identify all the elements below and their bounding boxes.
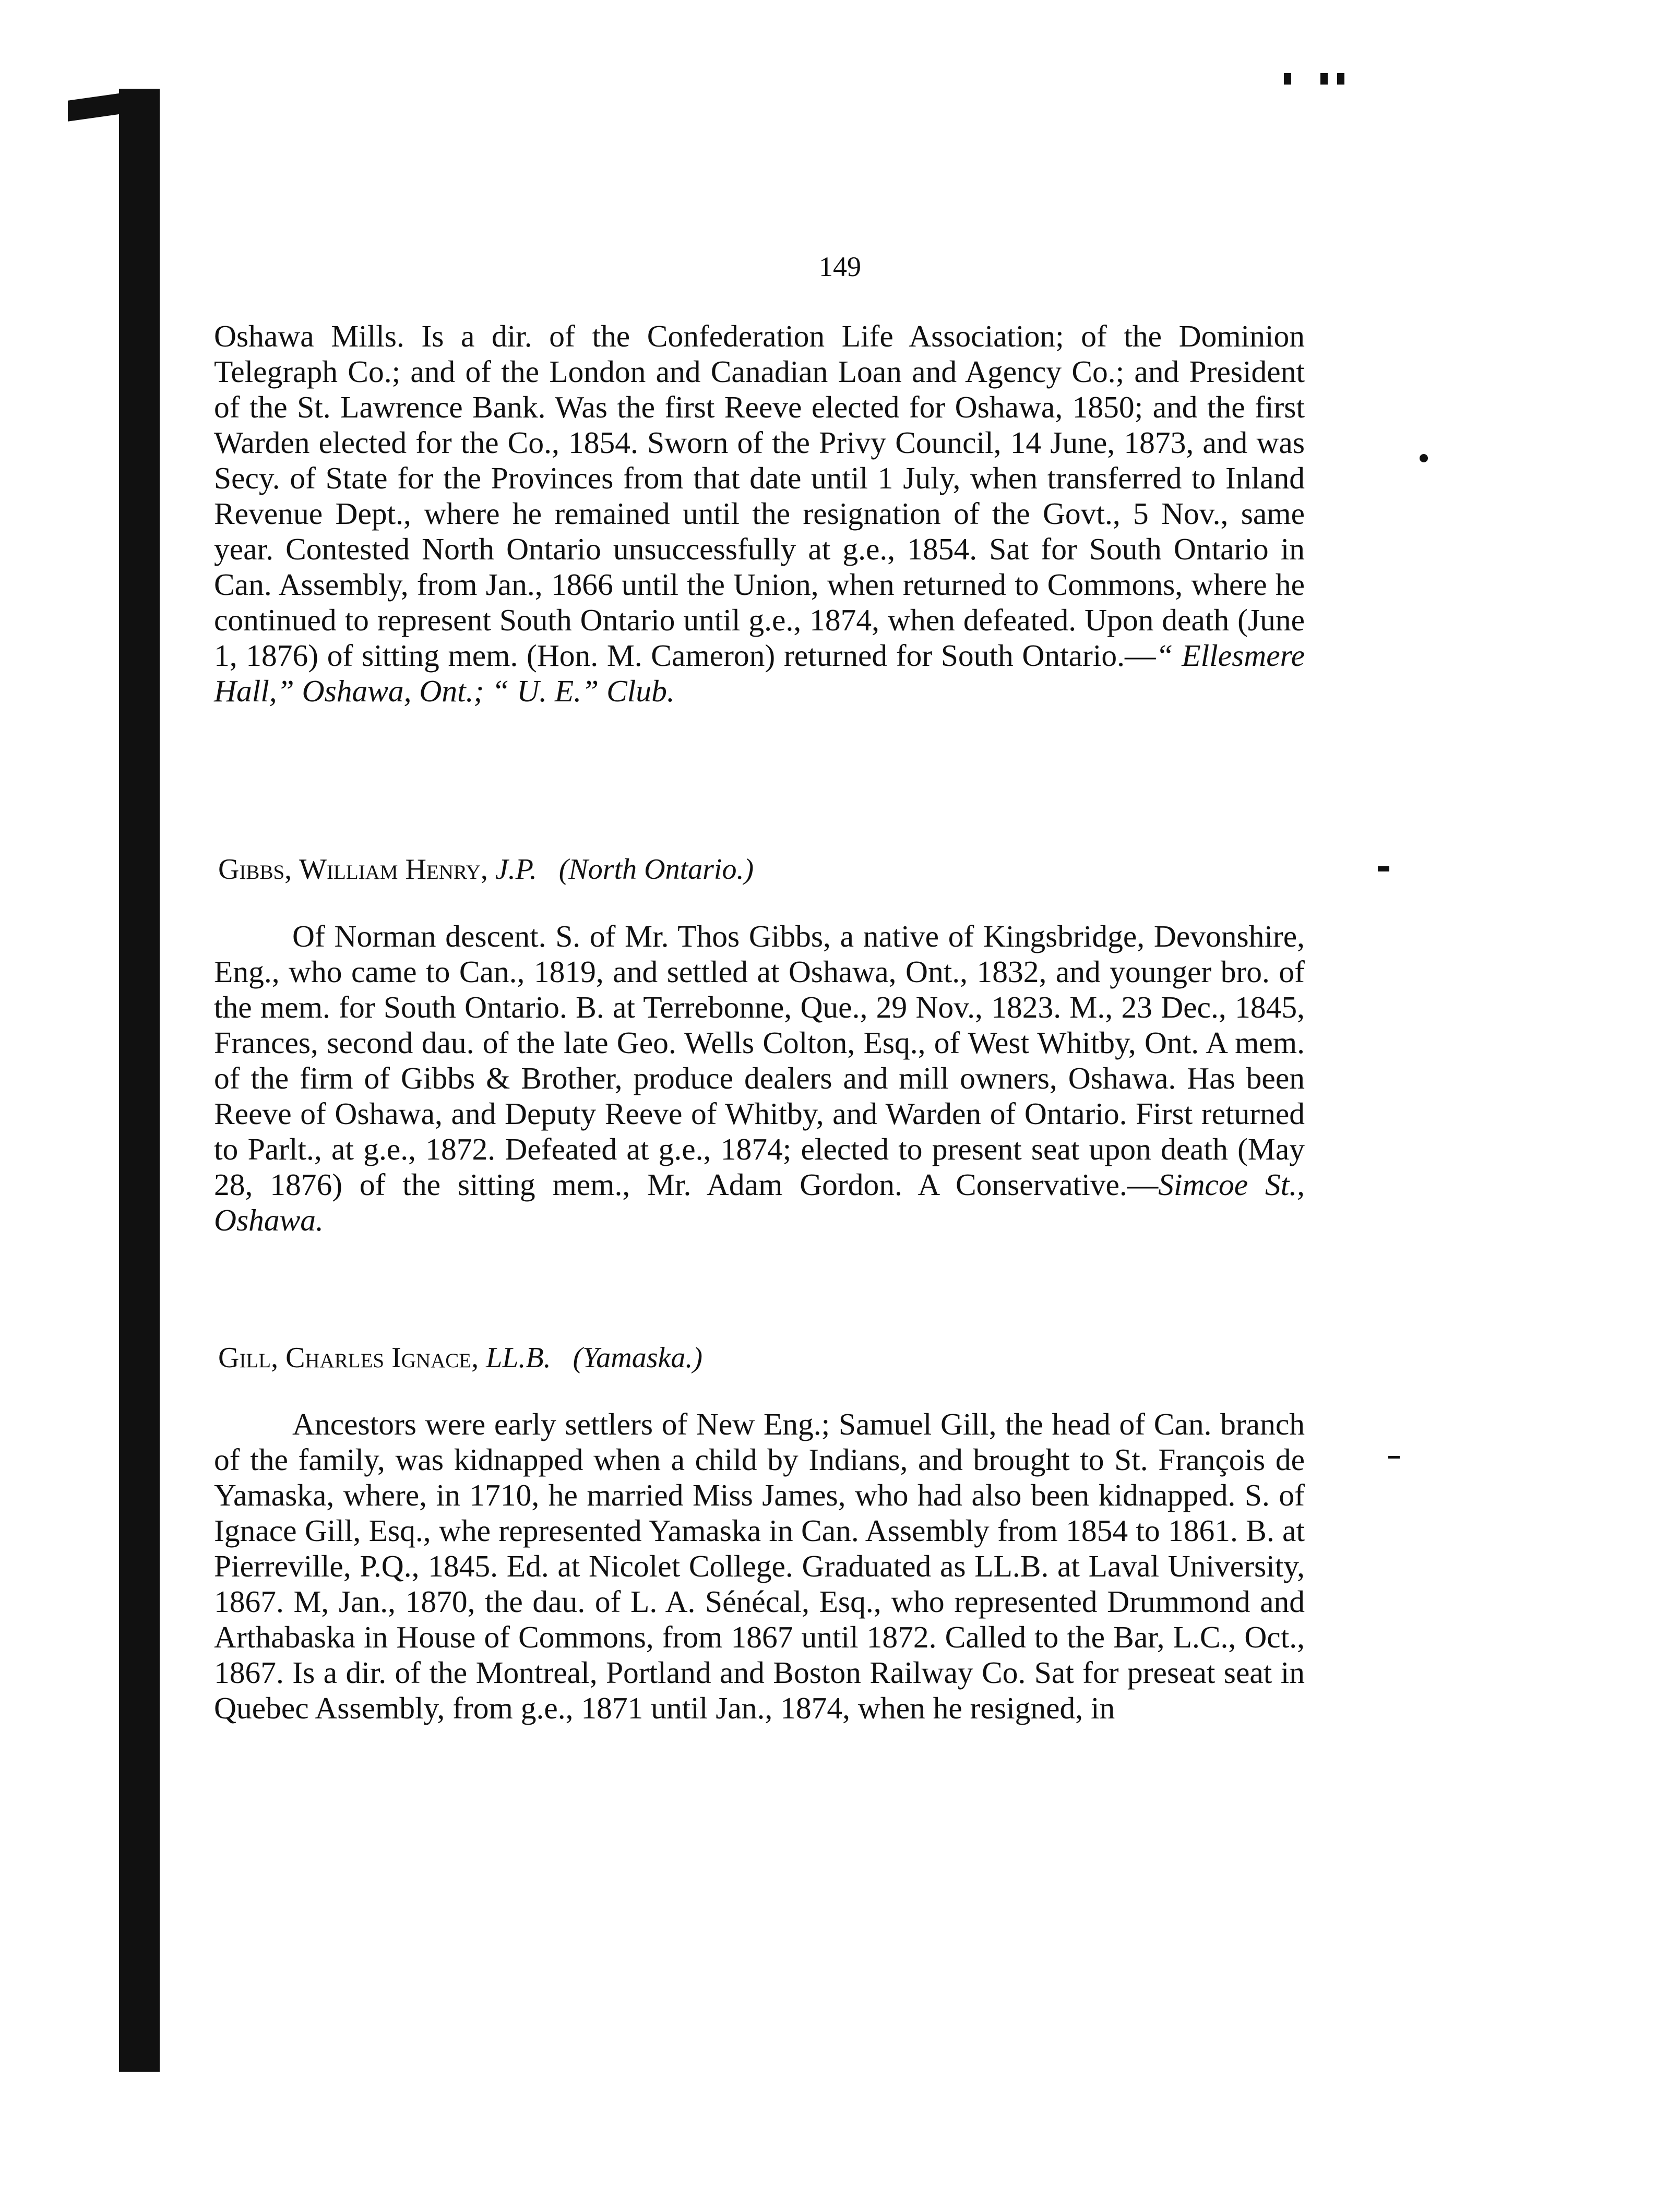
entry-surname: Gibbs, (218, 853, 292, 886)
entry-title: LL.B. (486, 1342, 551, 1374)
entry-title: J.P. (495, 853, 537, 886)
entry-body-gibbs (214, 918, 1305, 1238)
entry-given-names: Charles Ignace, (285, 1342, 479, 1374)
gutter-shadow (119, 89, 160, 2072)
entry-body-gill (214, 1406, 1305, 1726)
continuation-text: Oshawa Mills. Is a dir. of the Confederation Life Association; of the Dominion Telegraph Co.; and of the London and Canadian Loan and Agency Co.; and President of the St. Lawrence Bank. Was the first Reeve elected for Oshawa, 1850; and the first Warden elected for the Co., 1854. Sworn of the Privy Council, 14 June, 1873, and was Secy. of State for the Provinces from that date until 1 July, when transferred to Inland Revenue Dept., where he remained until the resignation of the Govt., 5 Nov., same year. Contested North Ontario unsuccessfully at g.e., 1854. Sat for South Ontario in Can. Assembly, from Jan., 1866 until the Union, when returned to Commons, where he continued to represent South Ontario until g.e., 1874, when defeated. Upon death (June 1, 1876) of sitting mem. (Hon. M. Cameron) returned for South Ontario.— (214, 319, 1305, 673)
entry-surname: Gill, (218, 1342, 279, 1374)
continuation-paragraph (214, 318, 1305, 709)
entry-heading-gill (218, 1340, 1262, 1376)
entry-heading-gibbs (218, 852, 1262, 887)
page-number: 149 (819, 251, 861, 282)
entry-constituency: (Yamaska.) (573, 1342, 702, 1374)
entry-constituency: (North Ontario.) (558, 853, 754, 886)
entry-residence: Simcoe St., Oshawa. (214, 1167, 1305, 1237)
entry-text: Ancestors were early settlers of New Eng.; Samuel Gill, the head of Can. branch of the family, was kidnapped when a child by Indians, and brought to St. François de Yamaska, where, in 1710, he married Miss James, who had also been kidnapped. S. of Ignace Gill, Esq., whe represented Yamaska in Can. Assembly from 1854 to 1861. B. at Pierreville, P.Q., 1845. Ed. at Nicolet College. Graduated as LL.B. at Laval University, 1867. M, Jan., 1870, the dau. of L. A. Sénécal, Esq., who represented Drummond and Arthabaska in House of Commons, from 1867 until 1872. Called to the Bar, L.C., Oct., 1867. Is a dir. of the Montreal, Portland and Boston Railway Co. Sat for preseat seat in Quebec Assembly, from g.e., 1871 until Jan., 1874, when he resigned, in (214, 1407, 1305, 1725)
continuation-residence: “ Ellesmere Hall,” Oshawa, Ont.; “ U. E.” Club. (214, 638, 1305, 708)
entry-text: Of Norman descent. S. of Mr. Thos Gibbs, a native of Kingsbridge, Devonshire, Eng., who came to Can., 1819, and settled at Oshawa, Ont., 1832, and younger bro. of the mem. for South Ontario. B. at Terrebonne, Que., 29 Nov., 1823. M., 23 Dec., 1845, Frances, second dau. of the late Geo. Wells Colton, Esq., of West Whitby, Ont. A mem. of the firm of Gibbs & Brother, produce dealers and mill owners, Oshawa. Has been Reeve of Oshawa, and Deputy Reeve of Whitby, and Warden of Ontario. First returned to Parlt., at g.e., 1872. Defeated at g.e., 1874; elected to present seat upon death (May 28, 1876) of the sitting mem., Mr. Adam Gordon. A Conservative.— (214, 919, 1305, 1202)
entry-given-names: William Henry, (299, 853, 488, 886)
gutter-shadow-cap (68, 92, 125, 121)
